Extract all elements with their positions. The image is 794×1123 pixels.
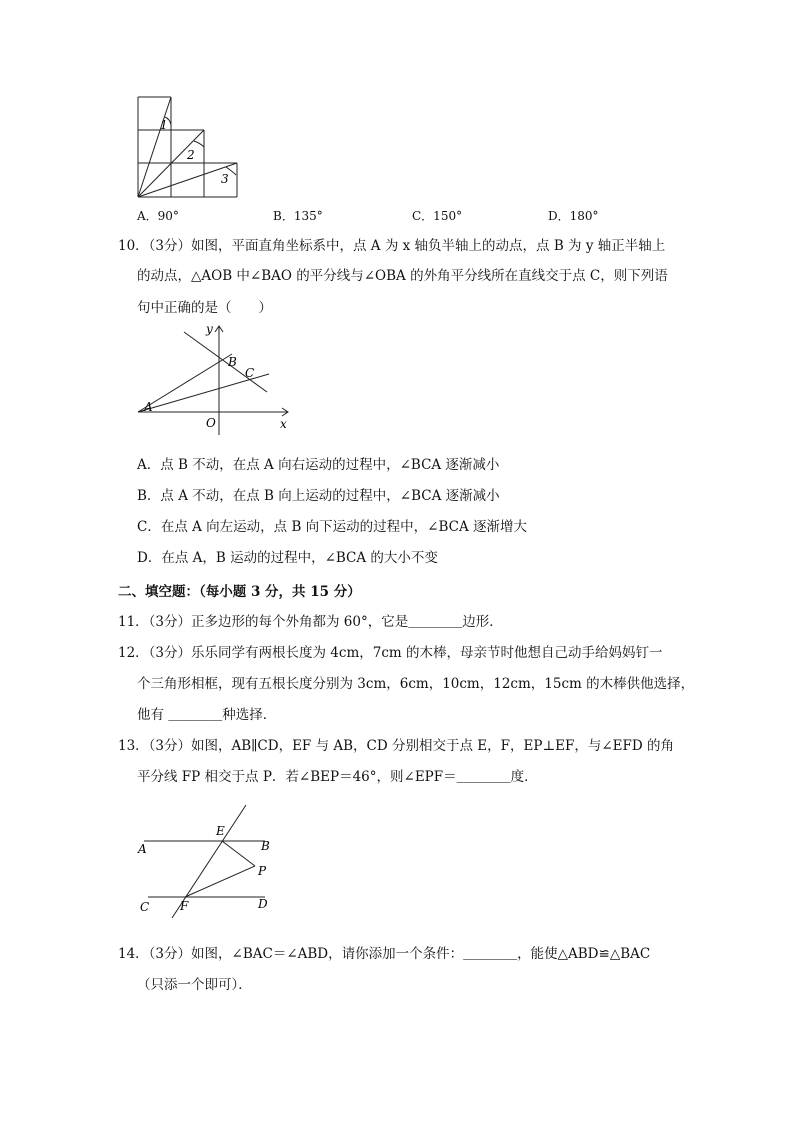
point-b-label: B xyxy=(261,839,270,853)
q10-text-line-3: 句中正确的是（ ） xyxy=(137,300,272,316)
q13-figure xyxy=(132,800,282,920)
q14-text-line-1: 14．（3分）如图，∠BAC＝∠ABD，请你添加一个条件：＿＿＿＿，能使△ABD≌△BAC xyxy=(118,946,651,962)
q9-option-a: A．90° xyxy=(137,209,179,223)
origin-label: O xyxy=(206,416,216,430)
q12-text-line-1: 12．（3分）乐乐同学有两根长度为 4cm，7cm 的木棒，母亲节时他想自己动手给妈妈钉一 xyxy=(118,645,663,661)
point-f-label: F xyxy=(180,899,189,913)
angle-3-label: 3 xyxy=(221,172,229,186)
y-axis-label: y xyxy=(206,322,213,336)
point-b-label: B xyxy=(228,355,237,369)
x-axis-label: x xyxy=(280,417,287,431)
angle-1-label: 1 xyxy=(160,118,168,132)
point-e-label: E xyxy=(216,824,225,838)
q9-option-b: B．135° xyxy=(273,209,323,223)
point-c-label: C xyxy=(140,900,150,914)
q9-option-d: D．180° xyxy=(548,209,599,223)
q10-option-c: C．在点 A 向左运动，点 B 向下运动的过程中，∠BCA 逐渐增大 xyxy=(137,519,528,535)
q13-text-line-2: 平分线 FP 相交于点 P．若∠BEP＝46°，则∠EPF＝＿＿＿＿度． xyxy=(137,769,538,785)
q12-text-line-3: 他有 ＿＿＿＿种选择． xyxy=(137,707,277,723)
q10-text-line-1: 10．（3分）如图，平面直角坐标系中，点 A 为 x 轴负半轴上的动点，点 B 为 y 轴正半轴上 xyxy=(118,238,666,254)
q9-figure xyxy=(132,95,244,201)
point-p-label: P xyxy=(258,864,267,878)
section-2-title: 二、填空题：（每小题 3 分，共 15 分） xyxy=(118,584,361,600)
q9-option-c: C．150° xyxy=(412,209,463,223)
q10-option-a: A．点 B 不动，在点 A 向右运动的过程中，∠BCA 逐渐减小 xyxy=(137,457,500,473)
point-d-label: D xyxy=(258,897,268,911)
point-a-label: A xyxy=(144,400,153,414)
q14-text-line-2: （只添一个即可）． xyxy=(137,977,252,993)
q12-text-line-2: 个三角形相框，现有五根长度分别为 3cm，6cm，10cm，12cm，15cm 的木棒供他选择， xyxy=(137,676,695,692)
q10-option-b: B．点 A 不动，在点 B 向上运动的过程中，∠BCA 逐渐减小 xyxy=(137,488,500,504)
q10-option-d: D．在点 A，B 运动的过程中，∠BCA 的大小不变 xyxy=(137,550,438,566)
q10-text-line-2: 的动点，△AOB 中∠BAO 的平分线与∠OBA 的外角平分线所在直线交于点 C，则下列语 xyxy=(137,268,668,284)
point-c-label: C xyxy=(245,366,255,380)
angle-2-label: 2 xyxy=(187,148,195,162)
q10-figure xyxy=(132,320,297,435)
point-a-label: A xyxy=(138,842,147,856)
q13-text-line-1: 13．（3分）如图，AB∥CD，EF 与 AB，CD 分别相交于点 E，F，EP⊥EF，与∠EFD 的角 xyxy=(118,738,675,754)
q11-text: 11．（3分）正多边形的每个外角都为 60°，它是＿＿＿＿边形． xyxy=(118,614,503,630)
